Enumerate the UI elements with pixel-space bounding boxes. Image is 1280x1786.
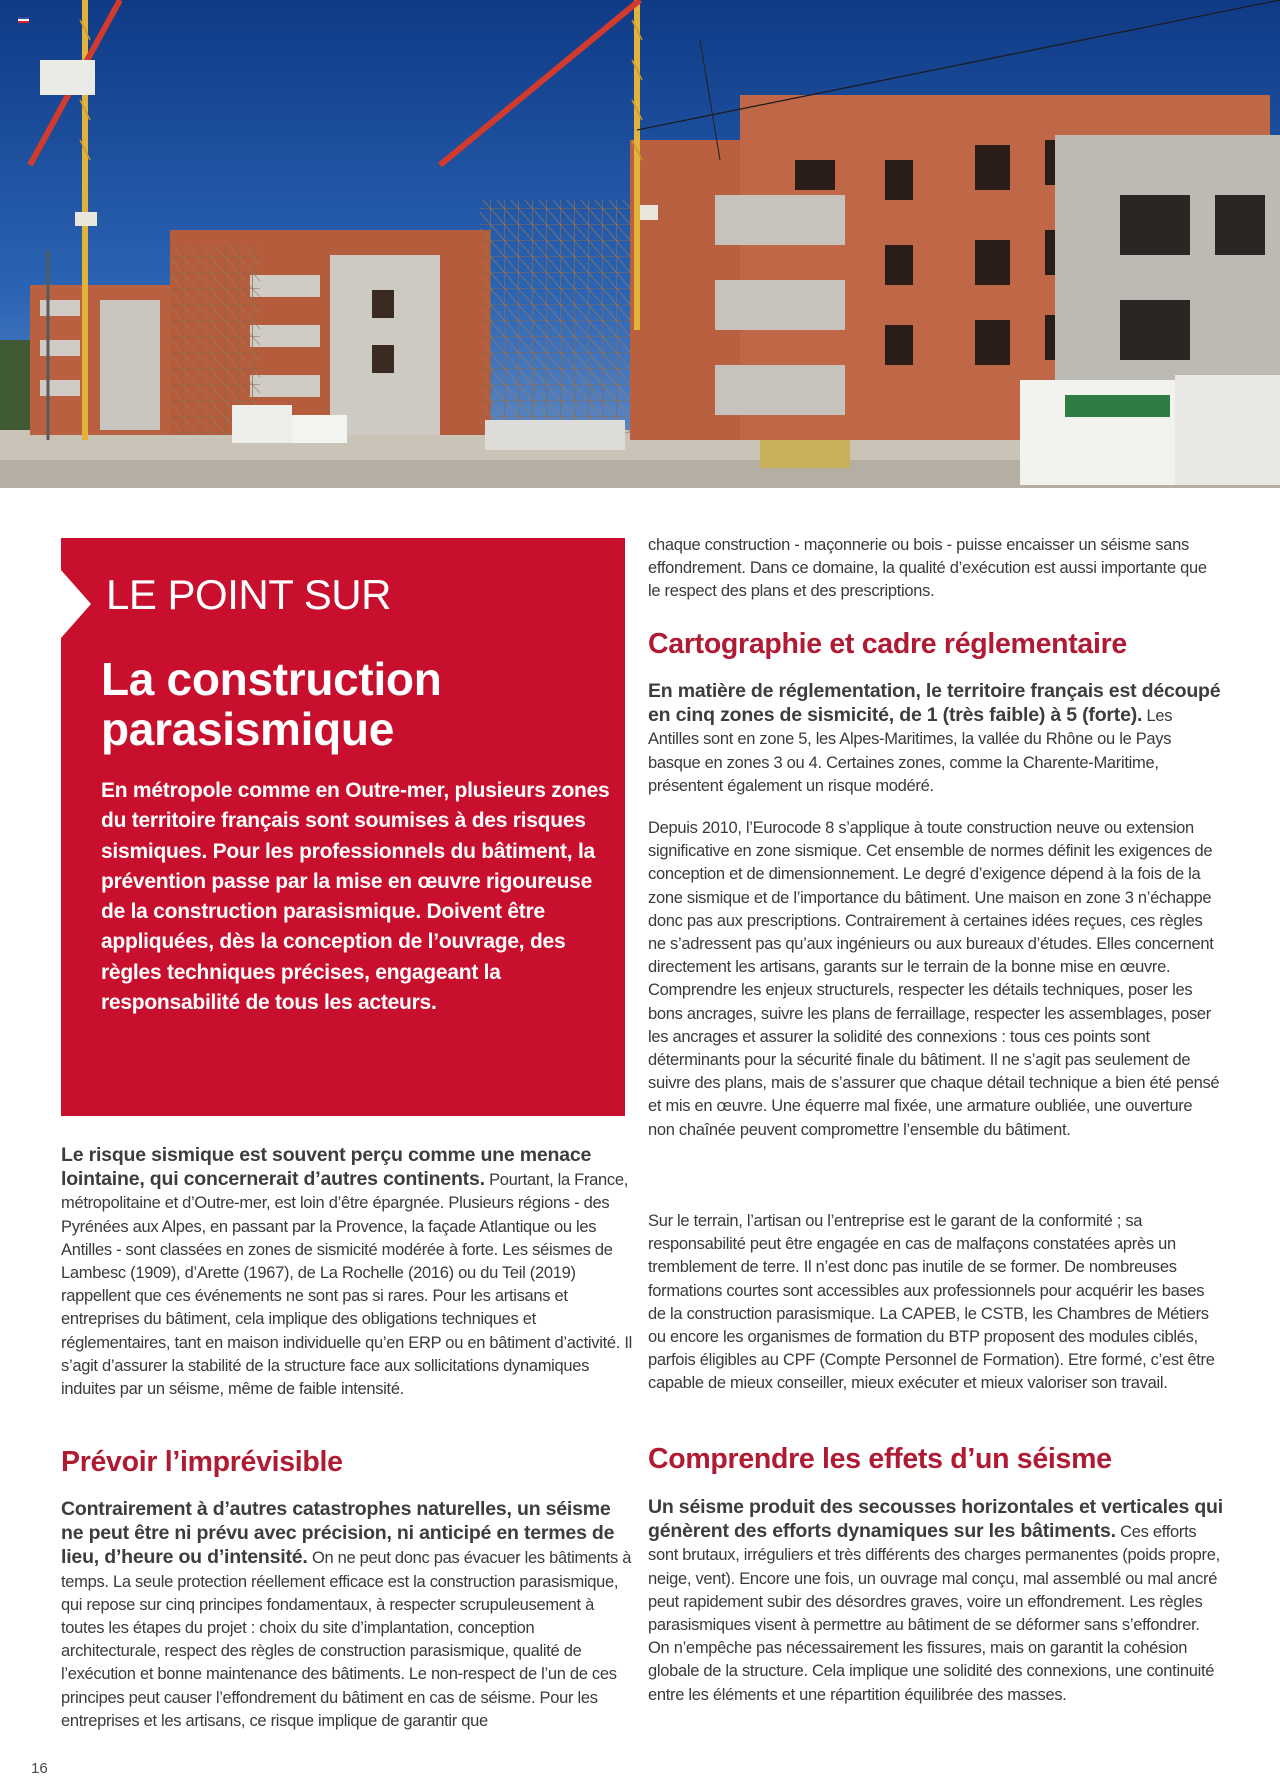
paragraph-prevoir — [61, 1498, 633, 1733]
heading-prevoir: Prévoir l’imprévisible — [61, 1446, 343, 1478]
paragraph-eurocode: Depuis 2010, l’Eurocode 8 s’applique à toute construction neuve ou extension significative en zone sismique. Cet ensemble de normes définit les exigences de conception et de dimensionnement. Le degré d’exigence dépend à la fois de la zone sismique et de l’importance du bâtiment. Une maison en zone 3 n’échappe donc pas aux prescriptions. Contrairement à certaines idées reçues, ces règles ne s’adressent pas qu’aux ingénieurs ou aux bureaux d’études. Elles concernent directement les artisans, garants sur le terrain de la bonne mise en œuvre. Comprendre les enjeux structurels, respecter les détails techniques, poser les bons ancrages, suivre les plans de ferraillage, respecter les assemblages, poser les ancrages et assurer la solidité des connexions : tous ces points sont déterminants pour la sécurité finale du bâtiment. Il ne s’agit pas seulement de suivre des plans, mais de s’assurer que chaque détail technique a bien été pensé et mis en œuvre. Une équerre mal fixée, une armature oubliée, une ouverture non chaînée peuvent compromettre l’ensemble du bâtiment. — [648, 819, 1220, 1139]
intro-title: La construction parasismique — [101, 653, 442, 755]
intro-kicker: LE POINT SUR — [106, 571, 391, 618]
intro-box — [61, 538, 625, 1116]
heading-cartographie: Cartographie et cadre réglementaire — [648, 628, 1127, 660]
paragraph-zones — [648, 680, 1223, 798]
paragraph-continuation: chaque construction - maçonnerie ou bois - puisse encaisser un séisme sans effondrement. Dans ce domaine, la qualité d’exécution est aussi importante que le respect des plans et des prescriptions. — [648, 536, 1207, 601]
paragraph-lead: En matière de réglementation, le territoire français est découpé en cinq zones de sismicité, de 1 (très faible) à 5 (forte). — [648, 680, 1221, 727]
paragraph-body: On ne peut donc pas évacuer les bâtiments à temps. La seule protection réellement efficace est la construction parasismique, qui repose sur cinq principes fondamentaux, à respecter scrupuleusement à toutes les étapes du projet : choix du site d’implantation, conception architecturale, respect des règles de construction parasismique, qualité de l’exécution et bonne maintenance des bâtiments. Le non-respect de l’un de ces principes peut causer l’effondrement du bâtiment en cas de séisme. Pour les entreprises et les artisans, ce risque implique de garantir que — [61, 1549, 632, 1730]
hero-photo — [0, 0, 1280, 488]
paragraph-lead: Contrairement à d’autres catastrophes naturelles, un séisme ne peut être ni prévu avec précision, ni anticipé en termes de lieu, d’heure ou d’intensité. — [61, 1498, 615, 1569]
heading-effets: Comprendre les effets d’un séisme — [648, 1443, 1112, 1475]
page-number: 16 — [31, 1760, 48, 1777]
paragraph-body: Pourtant, la France, métropolitaine et d’Outre-mer, est loin d’être épargnée. Plusieurs régions - des Pyrénées aux Alpes, en passant par la Provence, la façade Atlantique ou les Antilles - sont classées en zones de sismicité modérée à forte. Les séismes de Lambesc (1909), d’Arette (1967), de La Rochelle (2016) ou du Teil (2019) rappellent que ces événements ne sont pas si rares. Pour les artisans et entreprises du bâtiment, cela implique des obligations techniques et réglementaires, tant en maison individuelle qu’en ERP ou en bâtiment d’activité. Il s’agit d’assurer la stabilité de la structure face aux sollicitations dynamiques induites par un séisme, même de faible intensité. — [61, 1171, 632, 1399]
intro-text: En métropole comme en Outre-mer, plusieurs zones du territoire français sont soumises à des risques sismiques. Pour les professionnels du bâtiment, la prévention passe par la mise en œuvre rigoureuse de la construction parasismique. Doivent être appliquées, dès la conception de l’ouvrage, des règles techniques précises, engageant la responsabilité de tous les acteurs. — [101, 779, 610, 1015]
paragraph-terrain: Sur le terrain, l’artisan ou l’entreprise est le garant de la conformité ; sa responsabilité peut être engagée en cas de malfaçons constatées après un tremblement de terre. Il n’est donc pas inutile de se former. De nombreuses formations courtes sont accessibles aux professionnels pour acquérir les bases de la construction parasismique. La CAPEB, le CSTB, les Chambres de Métiers ou encore les organismes de formation du BTP proposent des modules ciblés, parfois éligibles au CPF (Compte Personnel de Formation). Etre formé, c’est être capable de mieux conseiller, mieux exécuter et mieux valoriser son travail. — [648, 1212, 1215, 1393]
paragraph-lead: Le risque sismique est souvent perçu comme une menace lointaine, qui concernerait d’autres continents. — [61, 1144, 592, 1191]
flag-icon — [18, 17, 29, 24]
intro-notch — [61, 570, 91, 638]
paragraph-risk — [61, 1144, 633, 1401]
paragraph-body: Ces efforts sont brutaux, irréguliers et très différents des charges permanentes (poids propre, neige, vent). Encore une fois, un ouvrage mal conçu, mal assemblé ou mal ancré peut rapidement subir des désordres graves, voire un effondrement. Les règles parasismiques visent à permettre au bâtiment de se déformer sans s’effondrer. On n’empêche pas nécessairement les fissures, mais on garantit la cohésion globale de la structure. Cela implique une solidité des connexions, une continuité entre les éléments et une répartition équilibrée des masses. — [648, 1523, 1220, 1704]
paragraph-effets — [648, 1496, 1223, 1707]
paragraph-lead: Un séisme produit des secousses horizontales et verticales qui génèrent des efforts dynamiques sur les bâtiments. — [648, 1496, 1223, 1543]
paragraph-body: Les Antilles sont en zone 5, les Alpes-Maritimes, la vallée du Rhône ou le Pays basque en zones 3 ou 4. Certaines zones, comme la Charente-Maritime, présentent également un risque modéré. — [648, 707, 1173, 795]
construction-site-illustration — [0, 0, 1280, 488]
